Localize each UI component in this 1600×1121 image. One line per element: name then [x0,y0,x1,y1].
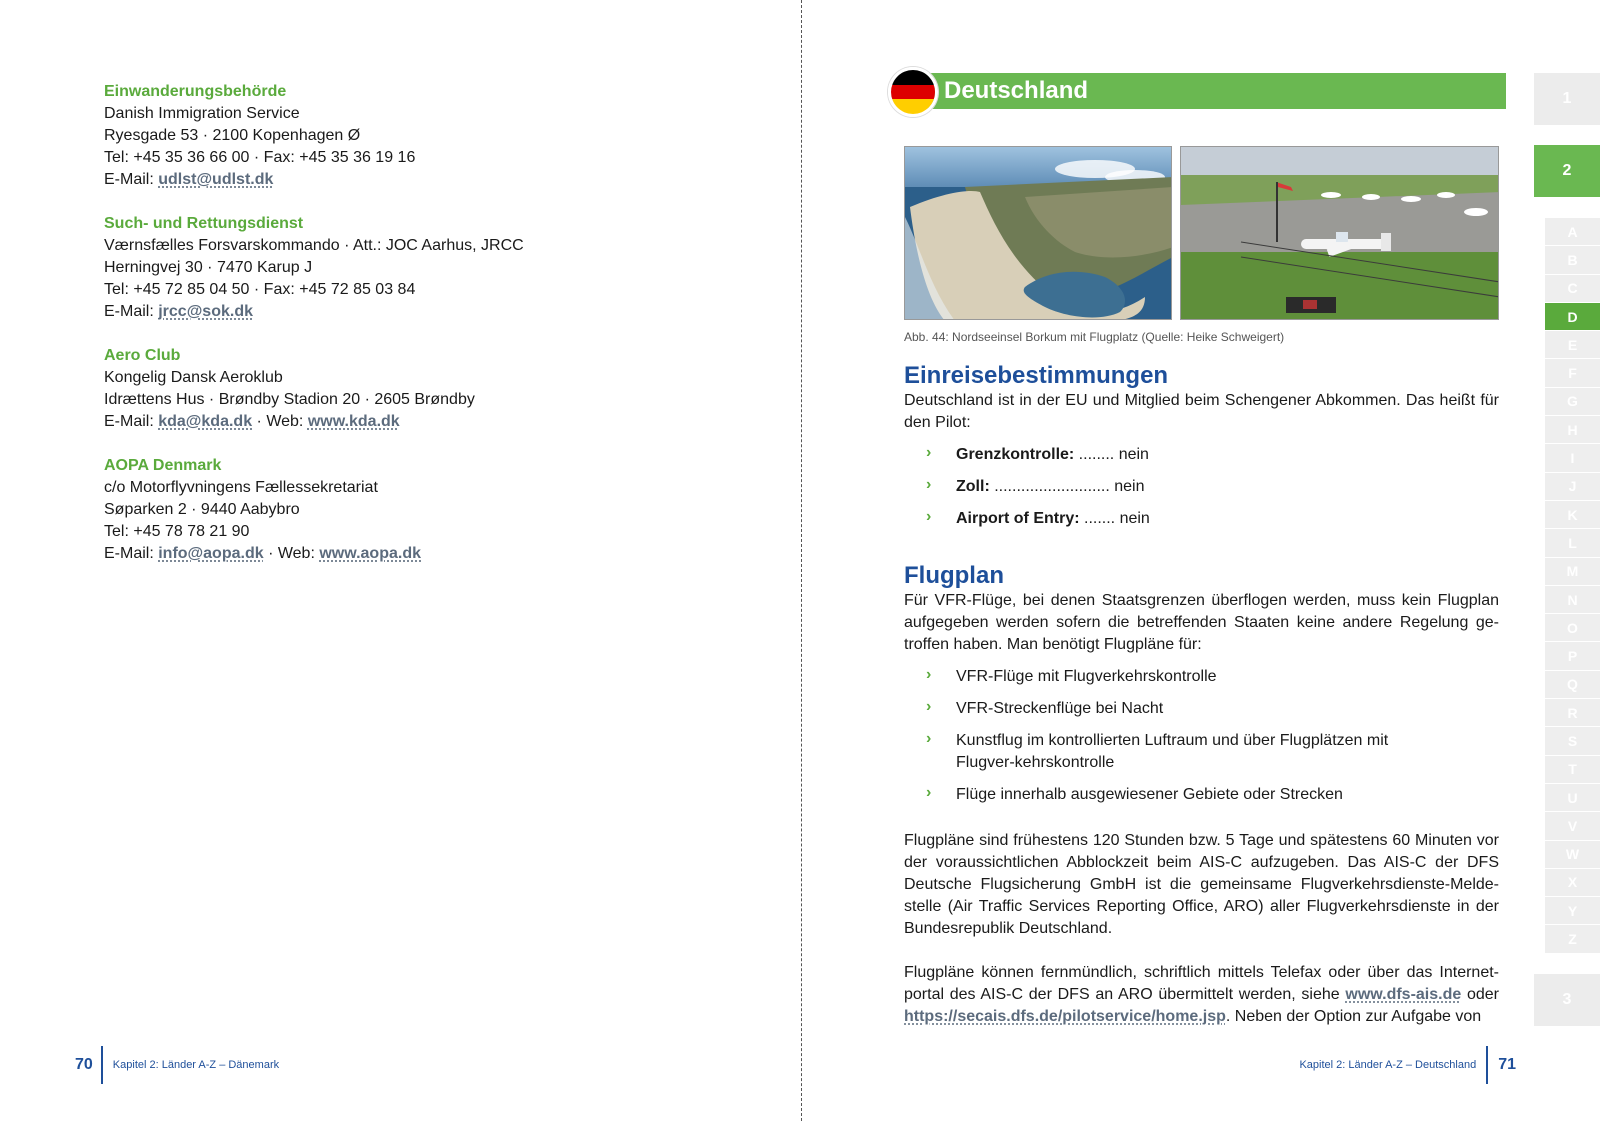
list-item: › Zoll: .......................... nein [926,476,1145,495]
chevron-right-icon: › [926,508,932,525]
section-entry-rules [904,362,1499,540]
contact-list [104,81,664,587]
letter-tab-v[interactable]: V [1545,812,1600,840]
letter-tab-y[interactable]: Y [1545,897,1600,925]
country-title: Deutschland [944,77,1089,104]
contact-line: Tel: +45 78 78 21 90 [104,523,250,540]
chevron-right-icon: › [926,444,932,461]
list-item: › Grenzkontrolle: ........ nein [926,444,1149,463]
contact-line: Danish Immigration Service [104,105,300,122]
letter-tab-e[interactable]: E [1545,331,1600,359]
contact-line: Herningvej 30 · 7470 Karup J [104,259,313,276]
section-intro: Für VFR-Flüge, bei denen Staatsgrenzen überflogen werden, muss kein Flugplan aufgegeben werden sofern die betreffenden Staaten keine andere Regelung ge-troffen haben. Man benötigt Flugpläne für: [904,592,1499,653]
chevron-right-icon: › [926,476,932,493]
contact-line: c/o Motorflyvningens Fællessekretariat [104,479,378,496]
contact-search-rescue [104,213,664,323]
contact-line: Kongelig Dansk Aeroklub [104,369,283,386]
contact-aopa [104,455,664,565]
section-heading: Einreisebestimmungen [904,362,1169,389]
list-item: › Kunstflug im kontrollierten Luftraum und über Flugplätzen mit Flugver-kehrskontrolle [926,730,1389,771]
dfs-ais-link[interactable]: www.dfs-ais.de [1345,986,1462,1003]
pilotservice-link[interactable]: https://secais.dfs.de/pilotservice/home.jsp [904,1008,1226,1025]
contact-title: AOPA Denmark [104,457,222,474]
page-spine [801,0,802,1121]
letter-tab-p[interactable]: P [1545,642,1600,670]
list-item: › Flüge innerhalb ausgewiesener Gebiete oder Strecken [926,784,1343,803]
letter-tab-i[interactable]: I [1545,444,1600,472]
entry-rules-list [904,444,1499,530]
chevron-right-icon: › [926,730,932,747]
footer-divider [1486,1046,1488,1084]
chevron-right-icon: › [926,698,932,715]
footer-right [1299,1046,1516,1084]
contact-immigration [104,81,664,191]
page-number: 71 [1498,1056,1516,1073]
list-item: › VFR-Streckenflüge bei Nacht [926,698,1164,717]
contact-title: Such- und Rettungsdienst [104,215,304,232]
letter-tab-d[interactable]: D [1545,303,1600,331]
contact-email-line: E-Mail: jrcc@sok.dk [104,303,253,320]
web-link[interactable]: www.kda.dk [307,413,400,430]
letter-tab-r[interactable]: R [1545,699,1600,727]
letter-tab-f[interactable]: F [1545,359,1600,387]
photo-borkum-airfield [1180,146,1499,320]
web-link[interactable]: www.aopa.dk [319,545,421,562]
section-heading: Flugplan [904,562,1004,589]
letter-tab-u[interactable]: U [1545,784,1600,812]
chapter-label: Kapitel 2: Länder A-Z – Dänemark [112,1059,280,1071]
letter-tab-a[interactable]: A [1545,218,1600,246]
letter-index [1545,218,1600,954]
contact-line: Tel: +45 72 85 04 50 · Fax: +45 72 85 03 84 [104,281,416,298]
letter-tab-k[interactable]: K [1545,501,1600,529]
list-item: › VFR-Flüge mit Flugverkehrskontrolle [926,666,1217,685]
contact-title: Aero Club [104,347,181,364]
contact-line: Tel: +45 35 36 66 00 · Fax: +45 35 36 19 16 [104,149,416,166]
email-link[interactable]: kda@kda.dk [158,413,253,430]
letter-tab-s[interactable]: S [1545,727,1600,755]
letter-tab-w[interactable]: W [1545,841,1600,869]
contact-email-line: E-Mail: udlst@udlst.dk [104,171,274,188]
page-number: 70 [75,1056,93,1073]
letter-tab-n[interactable]: N [1545,586,1600,614]
chapter-tab-3[interactable]: 3 [1534,974,1600,1026]
letter-tab-m[interactable]: M [1545,558,1600,586]
letter-tab-t[interactable]: T [1545,756,1600,784]
contact-title: Einwanderungsbehörde [104,83,287,100]
contact-aero-club [104,345,664,433]
letter-tab-b[interactable]: B [1545,246,1600,274]
contact-line: Søparken 2 · 9440 Aabybro [104,501,300,518]
letter-tab-q[interactable]: Q [1545,671,1600,699]
contact-email-line: E-Mail: info@aopa.dk · Web: www.aopa.dk [104,545,421,562]
footer-left [75,1046,279,1084]
contact-line: Ryesgade 53 · 2100 Kopenhagen Ø [104,127,361,144]
chevron-right-icon: › [926,784,932,801]
email-link[interactable]: udlst@udlst.dk [158,171,274,188]
letter-tab-l[interactable]: L [1545,529,1600,557]
germany-flag-icon [888,67,938,117]
letter-tab-o[interactable]: O [1545,614,1600,642]
photo-caption: Abb. 44: Nordseeinsel Borkum mit Flugplatz (Quelle: Heike Schweigert) [904,330,1285,344]
letter-tab-c[interactable]: C [1545,275,1600,303]
footer-divider [101,1046,103,1084]
section-intro: Deutschland ist in der EU und Mitglied beim Schengener Abkommen. Das heißt für den Pilot: [904,392,1499,431]
contact-line: Værnsfælles Forsvarskommando · Att.: JOC Aarhus, JRCC [104,237,524,254]
chevron-right-icon: › [926,666,932,683]
chapter-label: Kapitel 2: Länder A-Z – Deutschland [1299,1059,1477,1071]
section-flight-plan [904,562,1499,1028]
contact-email-line: E-Mail: kda@kda.dk · Web: www.kda.dk [104,413,400,430]
letter-tab-x[interactable]: X [1545,869,1600,897]
email-link[interactable]: jrcc@sok.dk [158,303,253,320]
letter-tab-g[interactable]: G [1545,388,1600,416]
contact-line: Idrættens Hus · Brøndby Stadion 20 · 2605 Brøndby [104,391,475,408]
letter-tab-j[interactable]: J [1545,473,1600,501]
chapter-tab-1[interactable]: 1 [1534,73,1600,125]
flight-plan-list [904,666,1499,806]
flight-plan-paragraph-2: Flugpläne können fernmündlich, schriftlich mittels Telefax oder über das Internet-portal des AIS-C der DFS an ARO übermittelt werden, siehe www.dfs-ais.de oder https://secais.dfs.de/pilotservice/home.jsp. Neben der Option zur Aufgabe von [904,964,1500,1025]
photo-borkum-island [904,146,1172,320]
chapter-tab-2[interactable]: 2 [1534,145,1600,197]
letter-tab-z[interactable]: Z [1545,925,1600,953]
flight-plan-paragraph: Flugpläne sind frühestens 120 Stunden bzw. 5 Tage und spätestens 60 Minuten vor der voraussichtlichen Abblockzeit beim AIS-C aufzugeben. Das AIS-C der DFS Deutsche Flugsicherung GmbH ist die gemeinsame Flugverkehrsdienste-Melde-stelle (Air Traffic Services Reporting Office, ARO) aller Flugverkehrsdienste in der Bundesrepublik Deutschland. [904,832,1499,937]
email-link[interactable]: info@aopa.dk [158,545,264,562]
letter-tab-h[interactable]: H [1545,416,1600,444]
list-item: › Airport of Entry: ....... nein [926,508,1150,527]
